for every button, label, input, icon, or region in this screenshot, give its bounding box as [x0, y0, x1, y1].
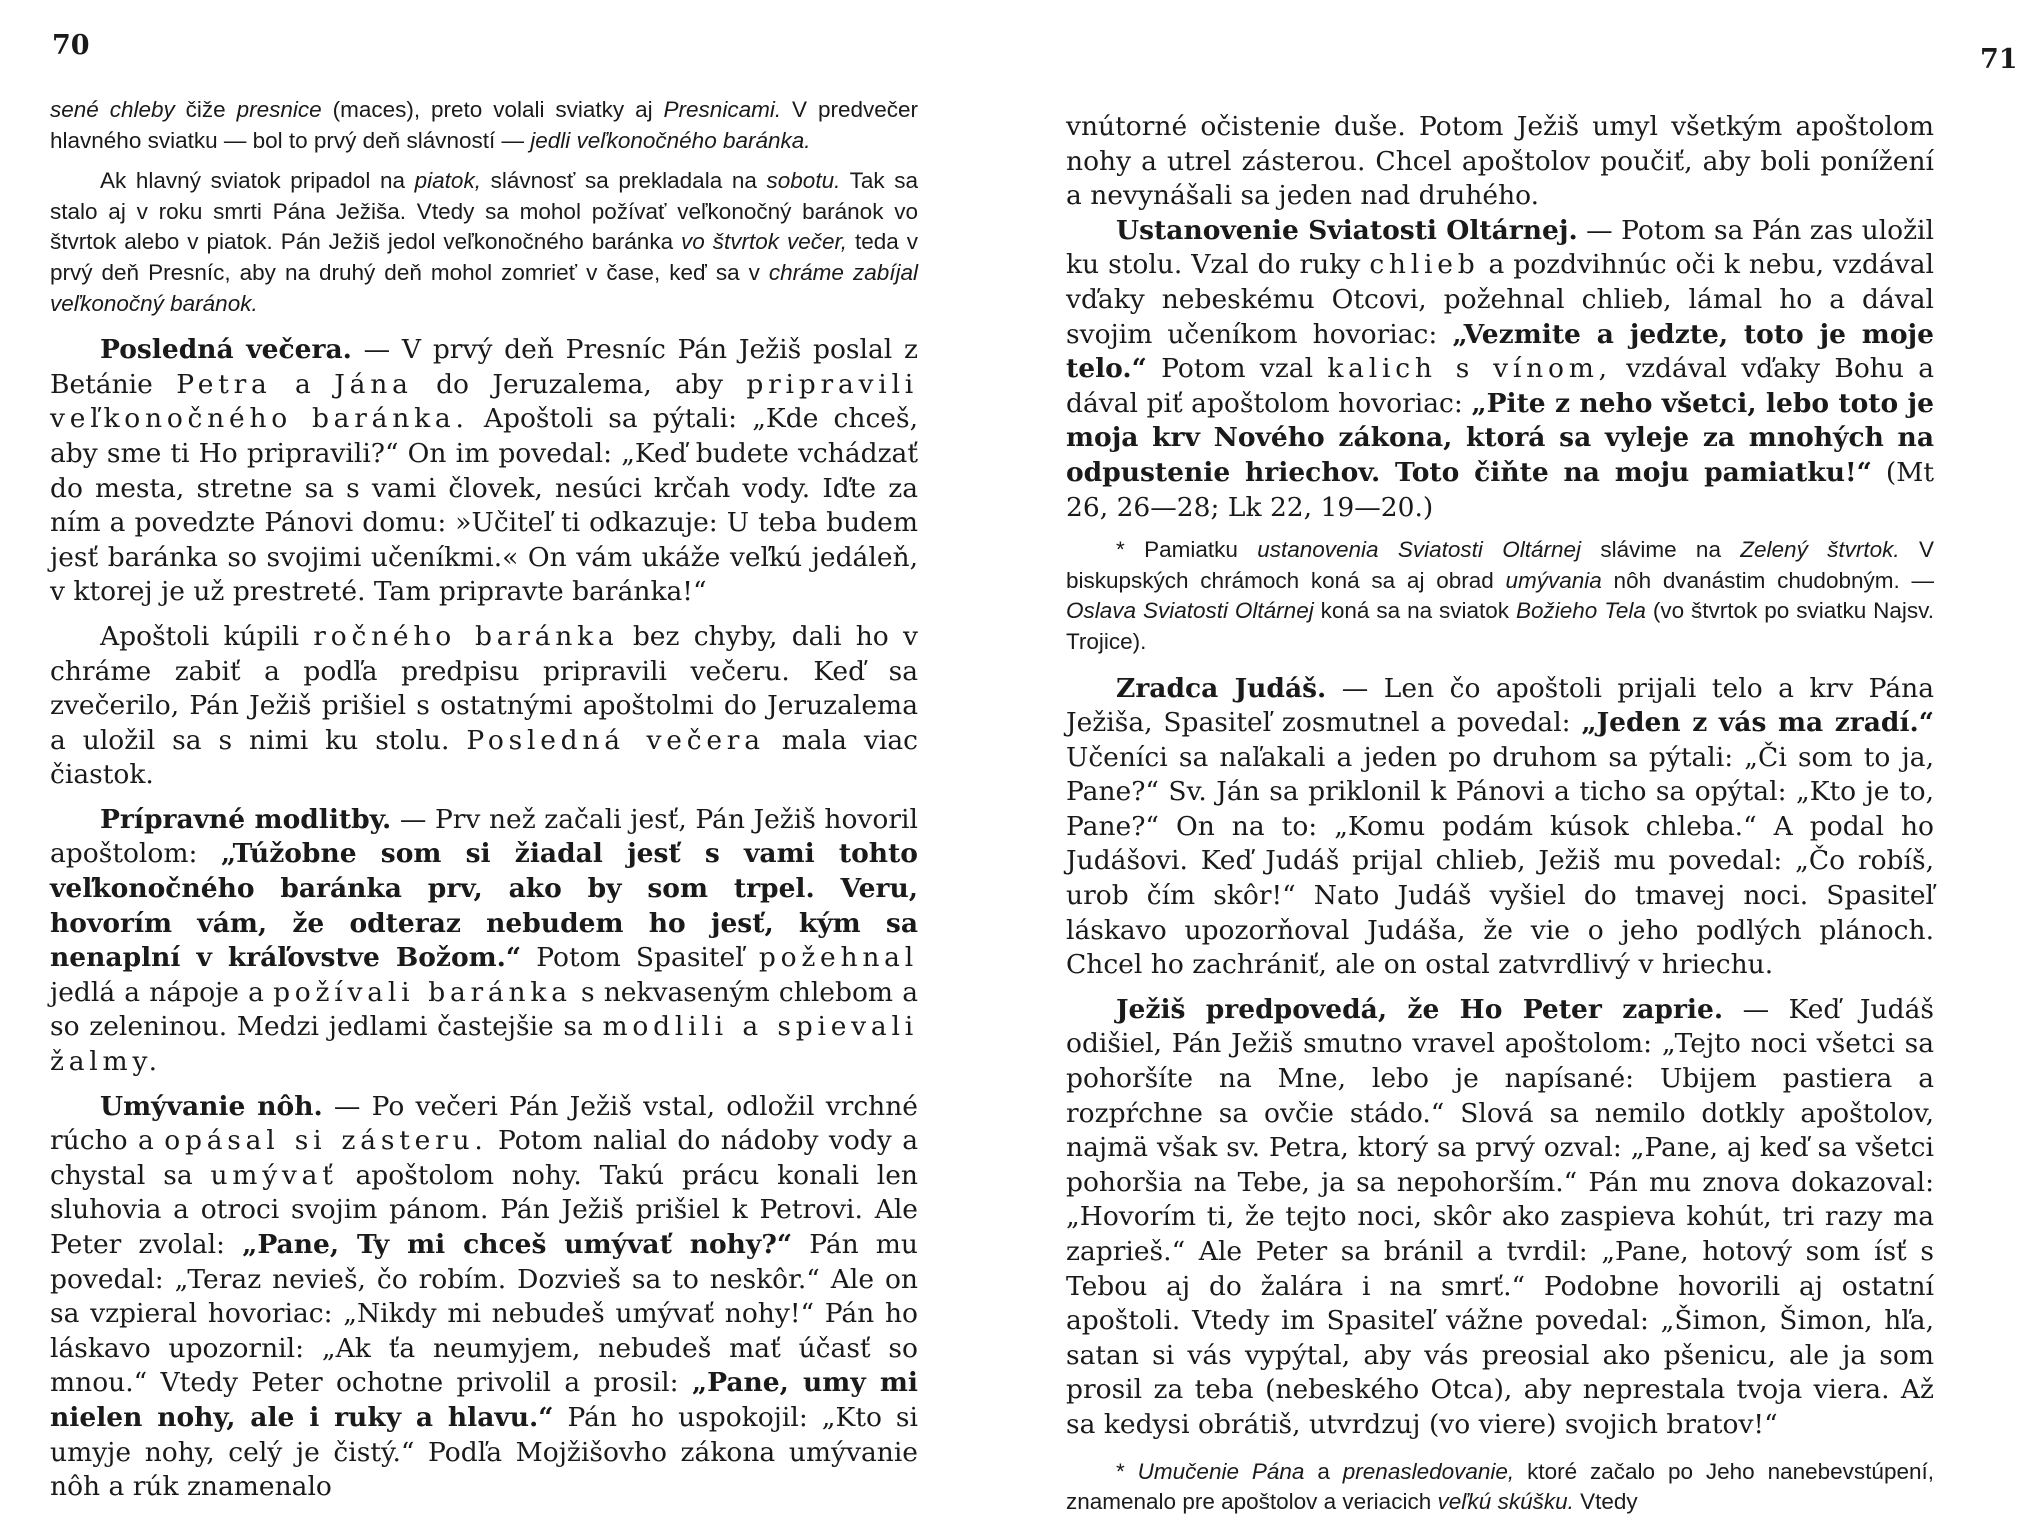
text-run: nôh dvanástim chudobným. — — [1601, 567, 1934, 593]
text-run: jedlá a nápoje a — [50, 976, 274, 1008]
text-run: V biskupských chrámoch koná sa aj obrad — [1066, 537, 1934, 593]
text-run: čiže — [174, 97, 237, 122]
bold-run: Zradca Judáš. — [1116, 672, 1327, 704]
italic-run: umývania — [1505, 567, 1602, 593]
spaced-run: Posledná večera — [466, 724, 765, 756]
bold-run: Ustanovenie Sviatosti Oltárnej. — [1116, 214, 1578, 246]
spaced-run: umývať — [210, 1159, 338, 1191]
text-run: slávime na — [1581, 537, 1741, 563]
spaced-run: kalich s vínom, — [1327, 353, 1612, 385]
bold-run: Ježiš predpovedá, že Ho Peter zaprie. — [1116, 993, 1724, 1025]
page-number-left: 70 — [52, 30, 90, 61]
italic-run: sobotu. — [766, 168, 841, 194]
left-column — [50, 95, 918, 1505]
body-paragraph — [1066, 110, 1934, 214]
text-run: a — [271, 368, 335, 400]
text-run: V predvečer hlavného sviatku — bol to prvý deň slávností — — [50, 97, 918, 153]
text-run: * — [1116, 1458, 1138, 1484]
text-run: — Potom sa Pán zas uložil ku stolu. Vzal do ruky — [1066, 214, 1934, 281]
text-run: a pozdvihnúc oči k nebu, vzdával vďaky nebeskému Otcovi, požehnal chlieb, lámal ho a dával svojim učeníkom hovoriac: — [1066, 249, 1935, 350]
italic-run: jedli veľkonočného baránka. — [530, 127, 811, 153]
bold-run: Posledná večera. — [100, 334, 352, 366]
section-preparatory-prayers — [50, 803, 918, 1080]
italic-run: piatok, — [414, 168, 481, 194]
text-run: apoštolom nohy. Takú prácu konali len sluhovia a otroci svojim pánom. Pán Ježiš prišiel k Petrovi. Ale Peter zvolal: — [50, 1159, 918, 1260]
italic-run: vo štvrtok večer, — [681, 229, 848, 255]
text-run: Tak sa stalo aj v roku smrti Pána Ježiša. Vtedy sa mohol požívať veľkonočný baránok vo štvrtok alebo v piatok. Pán Ježiš jedol veľkonočného baránka — [50, 168, 919, 255]
spaced-run: pripravili veľkonočného baránka. — [50, 368, 918, 435]
text-run: * Pamiatku — [1116, 537, 1258, 563]
text-run: (vo štvrtok po sviatku Najsv. Trojice). — [1066, 598, 1934, 654]
left-page — [0, 0, 960, 1503]
italic-run: Božieho Tela — [1515, 598, 1646, 624]
bold-run: „Pane, Ty mi chceš umývať nohy?“ — [242, 1229, 793, 1260]
bold-run: Prípravné modlitby. — [100, 803, 392, 835]
text-run: koná sa na sviatok — [1313, 598, 1516, 624]
text-run: a — [1304, 1458, 1343, 1484]
page-number-right: 71 — [1980, 44, 2018, 75]
text-run: Ak hlavný sviatok pripadol na — [100, 168, 415, 194]
spaced-run: požehnal — [758, 942, 918, 974]
text-run: Potom Spasiteľ — [521, 942, 759, 974]
italic-run: ustanovenia Sviatosti Oltárnej — [1257, 537, 1582, 563]
italic-run: Oslava Sviatosti Oltárnej — [1066, 598, 1314, 624]
text-run: teda v prvý deň Presníc, aby na druhý deň mohol zomrieť v čase, keď sa v — [50, 229, 918, 285]
footnote-paragraph — [1066, 1457, 1934, 1518]
text-run: do Jeruzalema, aby — [412, 368, 747, 400]
text-run: Apoštoli sa pýtali: „Kde chceš, aby sme ti Ho pripravili?“ On im povedal: „Keď budete vchádzať do mesta, stretne sa s vami človek, nesúci krčah vody. Iďte za ním a povedzte Pánovi domu: »Učiteľ ti odkazuje: U teba budem jesť baránka so svojimi učeníkmi.« On vám ukáže veľkú jedáleň, v ktorej je už prestreté. Tam pripravte baránka!“ — [50, 403, 918, 608]
italic-run: Umučenie Pána — [1137, 1458, 1305, 1484]
text-run: — Len čo apoštoli prijali telo a krv Pána Ježiša, Spasiteľ zosmutnel a povedal: — [1066, 672, 1934, 739]
bold-run: „Jeden z vás ma zradí.“ — [1581, 707, 1934, 739]
spaced-run: Jána — [334, 368, 413, 400]
text-run: s nekvaseným chlebom a so zeleninou. Medzi jedlami častejšie sa — [50, 976, 918, 1043]
text-run: — Keď Judáš odišiel, Pán Ježiš smutno vravel apoštolom: „Tejto noci všetci sa pohoršíte na Mne, lebo je napísané: Ubijem pastiera a rozpŕchne sa ovčie stádo.“ Slová sa nemilo dotkly apoštolov, najmä však sv. Petra, ktorý sa prvý ozval: „Pane, aj keď sa všetci pohoršia na Tebe, ja sa nepohorším.“ Pán mu znova dokazoval: „Hovorím ti, že tejto noci, skôr ako zaspieva kohút, tri razy ma zaprieš.“ Ale Peter sa bránil a tvrdil: „Pane, hotový som ísť s Tebou aj do žalára i na smrť.“ Podobne hovorili aj ostatní apoštoli. Vtedy im Spasiteľ vážne povedal: „Šimon, Šimon, hľa, satan si vás vypýtal, aby vás preosial ako pšenicu, ale ja som prosil za teba (nebeského Otca), aby neprestala tvoja viera. Až sa kedysi obrátiš, utvrdzuj (vo viere) svojich bratov!“ — [1066, 993, 1934, 1440]
section-washing-of-feet — [50, 1090, 918, 1505]
bold-run: Umývanie nôh. — [100, 1090, 323, 1122]
italic-run: prenasledovanie, — [1342, 1458, 1515, 1484]
body-paragraph — [50, 620, 918, 793]
text-run: Vtedy — [1573, 1489, 1638, 1515]
text-run: Učeníci sa naľakali a jeden po druhom sa pýtali: „Či som to ja, Pane?“ Sv. Ján sa priklonil k Pánovi a ticho sa opýtal: „Kto je to, Pane?“ On na to: „Komu podám kúsok chleba.“ A podal ho Judášovi. Keď Judáš prijal chlieb, Ježiš mu povedal: „Čo robíš, urob čím skôr!“ Nato Judáš vyšiel do tmavej noci. Spasiteľ láskavo upozorňoval Judáša, že vie o jeho podlých plánoch. Chcel ho zachrániť, ale on ostal zatvrdlivý v hriechu. — [1066, 741, 1934, 981]
spaced-run: Petra — [176, 368, 272, 400]
italic-run: Zelený štvrtok. — [1740, 537, 1900, 563]
text-run: mala viac čiastok. — [50, 724, 918, 791]
text-run: bez chyby, dali ho v chráme zabiť a podľa predpisu pripravili večeru. Keď sa zvečerilo, Pán Ježiš prišiel s ostatnými apoštolmi do Jeruzalema a uložil sa s nimi ku stolu. — [50, 620, 918, 756]
text-run: — V prvý deň Presníc Pán Ježiš poslal z Betánie — [50, 334, 918, 400]
section-institution-eucharist — [1066, 214, 1934, 525]
spaced-run: ročného baránka — [313, 620, 619, 652]
spaced-run: opásal si zásteru. — [164, 1125, 488, 1157]
section-last-supper — [50, 333, 918, 610]
text-run: slávnosť sa prekladala na — [480, 168, 767, 194]
text-run: (maces), preto volali sviatky aj — [321, 97, 664, 122]
intro-paragraph — [50, 166, 918, 319]
spaced-run: modlili a spievali žalmy. — [50, 1011, 918, 1078]
bold-run: „Vezmite a jedzte, toto je moje telo.“ — [1066, 318, 1934, 385]
text-run: — Po večeri Pán Ježiš vstal, odložil vrchné rúcho a — [50, 1090, 918, 1157]
spaced-run: chlieb — [1369, 249, 1480, 281]
text-run: (Mt 26, 26—28; Lk 22, 19—20.) — [1066, 456, 1934, 523]
spaced-run: požívali baránka — [273, 976, 572, 1008]
italic-run: presnice — [236, 97, 322, 122]
bold-run: „Pane, umy mi nielen nohy, ale i ruky a hlavu.“ — [50, 1367, 919, 1433]
italic-run: veľkú skúšku. — [1437, 1489, 1574, 1515]
text-run: vzdával vďaky Bohu a dával piť apoštolom hovoriac: — [1066, 353, 1935, 419]
text-run: Potom vzal — [1146, 353, 1328, 385]
right-page — [1010, 0, 2018, 1515]
text-run: vnútorné očistenie duše. Potom Ježiš umyl všetkým apoštolom nohy a utrel zásterou. Chcel apoštolov poučiť, aby boli ponížení a nevynášali sa jeden nad druhého. — [1066, 111, 1934, 212]
footnote-paragraph — [1066, 535, 1934, 657]
intro-paragraph — [50, 95, 918, 156]
text-run: Apoštoli kúpili — [100, 620, 314, 652]
text-run: — Prv než začali jesť, Pán Ježiš hovoril apoštolom: — [50, 803, 918, 870]
bold-run: „Pite z neho všetci, lebo toto je moja krv Nového zákona, ktorá sa vyleje za mnohých na odpustenie hriechov. Toto čiňte na moju pamiatku!“ — [1066, 387, 1934, 488]
right-column — [1066, 110, 1934, 1518]
italic-run: chráme zabíjal veľkonočný baránok. — [50, 259, 918, 316]
italic-run: sené chleby — [50, 97, 175, 122]
italic-run: Presnicami. — [663, 97, 782, 122]
text-run: Pán mu povedal: „Teraz nevieš, čo robím. Dozvieš sa to neskôr.“ Ale on sa vzpieral hovoriac: „Nikdy mi nebudeš umývať nohy!“ Pán ho láskavo upozornil: „Ak ťa neumyjem, nebudeš mať účasť so mnou.“ Vtedy Peter ochotne privolil a prosil: — [50, 1229, 918, 1399]
text-run: ktoré začalo po Jeho nanebevstúpení, znamenalo pre apoštolov a veriacich — [1066, 1458, 1934, 1515]
text-run: Potom nalial do nádoby vody a chystal sa — [50, 1125, 919, 1191]
text-run: Pán ho uspokojil: „Kto si umyje nohy, celý je čistý.“ Podľa Mojžišovho zákona umývanie nôh a rúk znamenalo — [50, 1401, 919, 1503]
section-traitor-judas — [1066, 672, 1934, 983]
bold-run: „Túžobne som si žiadal jesť s vami tohto veľkonočného baránka prv, ako by som trpel. Veru, hovorím vám, že odteraz nebudem ho jesť, kým sa nenaplní v kráľovstve Božom.“ — [50, 838, 918, 974]
section-peter-denial-prediction — [1066, 993, 1934, 1443]
